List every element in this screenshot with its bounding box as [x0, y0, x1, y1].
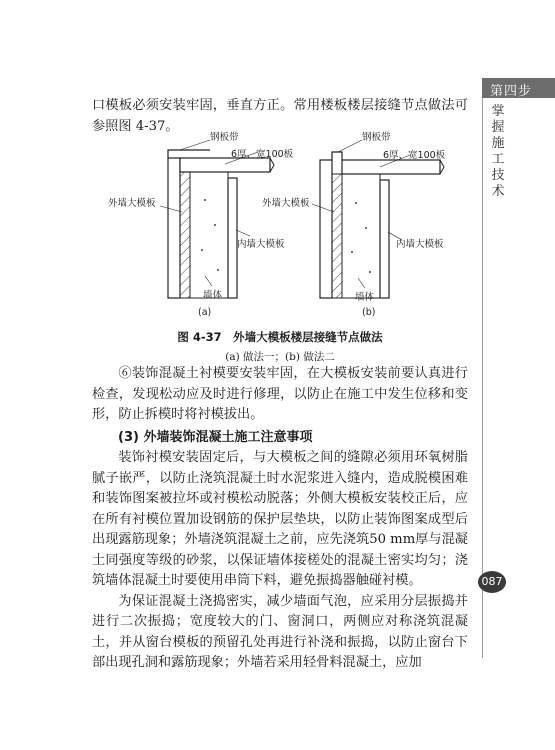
- outer-formwork-a: [168, 158, 180, 298]
- label-plank-a: 6厚、宽100板: [231, 149, 294, 160]
- outer-formwork-b: [320, 160, 332, 298]
- label-plank-b: 6厚、宽100板: [383, 150, 446, 161]
- label-outer-b: 外墙大模板: [262, 198, 310, 209]
- paragraph-8: 为保证混凝土浇捣密实，减少墙面气泡，应采用分层振捣并进行二次振捣；宽度较大的门、窗洞口，两侧应对称浇筑混凝土，并从窗台模板的预留孔处再进行补浇和振捣，以防止窗台下部出现孔洞和露筋现象；外墙若采用轻骨料混凝土，应加: [92, 593, 468, 670]
- label-steel-strip-b: 钢板带: [362, 132, 391, 143]
- steel-strip-b: [332, 152, 342, 160]
- chapter-title: 掌 握 施 工 技 术: [491, 104, 505, 199]
- figure-subcaption: (a) 做法一；(b) 做法二: [225, 351, 335, 363]
- section-heading: (3) 外墙装饰混凝土施工注意事项: [118, 429, 313, 445]
- figure-caption-block: [92, 329, 468, 364]
- body-text: [92, 364, 468, 674]
- slab-a: [180, 158, 270, 172]
- inner-formwork-a: [228, 178, 237, 298]
- subfigure-label-a: (a): [198, 307, 212, 318]
- figure-caption: 图 4-37 外墙大模板楼层接缝节点做法: [177, 330, 383, 344]
- inner-formwork-b: [380, 180, 389, 298]
- paragraph-6: ⑥装饰混凝土衬模要安装牢固，在大模板安装前要认真进行检查，发现松动应及时进行修理，以防止在施工中发生位移和变形，防止拆模时将衬模拔出。: [92, 366, 468, 422]
- page-number: 087: [478, 571, 506, 593]
- chapter-label: 第四步: [490, 84, 533, 99]
- label-outer-a: 外墙大模板: [108, 198, 156, 209]
- steel-strip-a: [168, 150, 210, 158]
- diagram-a: [108, 131, 294, 318]
- label-wall-a: 墙体: [203, 290, 223, 301]
- paragraph-7: 装饰衬模安装固定后，与大模板之间的缝隙必须用环氧树脂腻子嵌严，以防止浇筑混凝土时水泥浆进入缝内，造成脱模困难和装饰图案被拉坏或衬模松动脱落；外侧大模板安装校正后，应在所有衬模位置加设钢筋的保护层垫块，以防止装饰图案成型后出现露筋现象；外墙浇筑混凝土之前，应先浇筑50 mm厚与混凝土同强度等级的砂浆，以保证墙体接槎处的混凝土密实均匀；浇筑墙体混凝土时要使用串筒下料，避免振捣器触碰衬模。: [92, 450, 468, 588]
- liner-a: [180, 172, 190, 298]
- intro-paragraph: 口模板必须安装牢固，垂直方正。常用楼板楼层接缝节点做法可参照图 4-37。: [92, 98, 468, 134]
- wall-b: [342, 174, 380, 298]
- wall-a: [190, 172, 228, 298]
- slab-b: [342, 160, 440, 174]
- label-inner-a: 内墙大模板: [237, 239, 285, 250]
- label-steel-strip-a: 钢板带: [210, 132, 239, 143]
- label-inner-b: 内墙大模板: [396, 239, 444, 250]
- label-wall-b: 墙体: [355, 292, 375, 303]
- subfigure-label-b: (b): [362, 307, 376, 318]
- liner-b: [332, 174, 342, 298]
